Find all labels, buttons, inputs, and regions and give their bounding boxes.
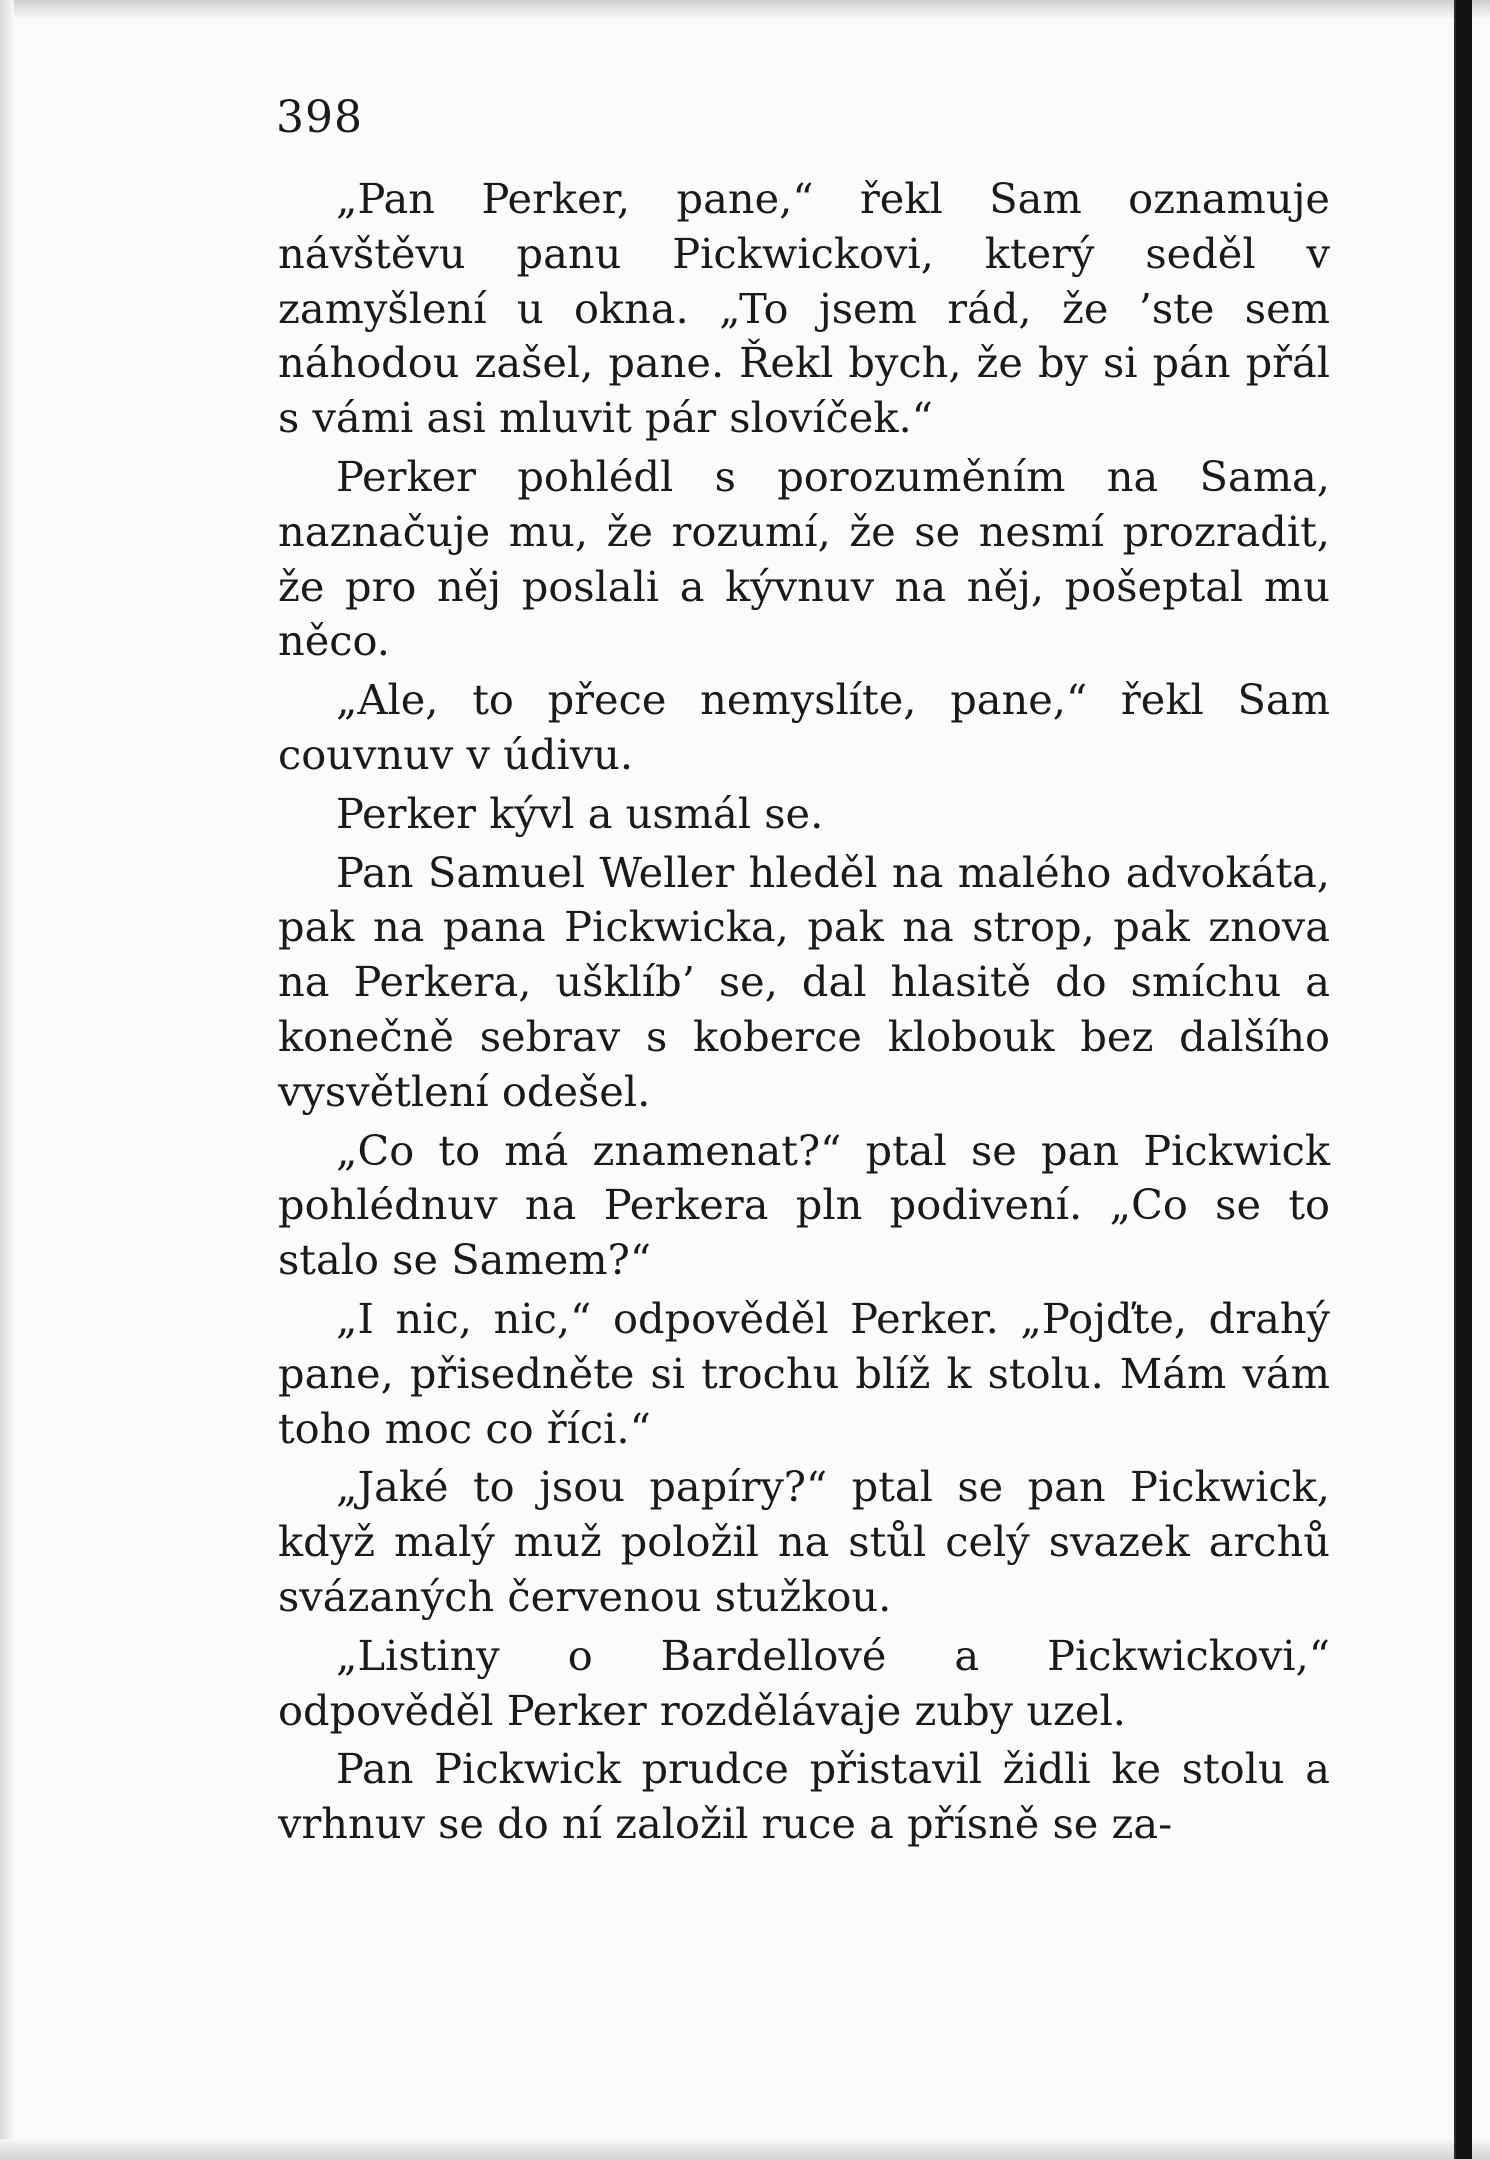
paragraph: Pan Pickwick prudce přistavil židli ke stolu a vrhnuv se do ní založil ruce a přísně se za- [278,1744,1330,1849]
paragraph: „Jaké to jsou papíry?“ ptal se pan Pickwick, když malý muž položil na stůl celý svazek archů svázaných červenou stužkou. [278,1462,1330,1621]
paragraph: Perker pohlédl s porozuměním na Sama, naznačuje mu, že rozumí, že se nesmí prozradit, že pro něj poslali a kývnuv na něj, pošeptal mu něco. [278,451,1330,666]
paragraph: „Pan Perker, pane,“ řekl Sam oznamuje návštěvu panu Pickwickovi, který seděl v zamyšlení u okna. „To jsem rád, že ’ste sem náhodou zašel, pane. Řekl bych, že by si pán přál s vámi asi mluvit pár slovíček.“ [278,174,1330,443]
scan-edge-bottom [0,2139,1490,2159]
scan-edge-top [0,0,1490,18]
scan-edge-left [0,0,14,2159]
paragraph: „Co to má znamenat?“ ptal se pan Pickwick pohlédnuv na Perkera pln podivení. „Co se to stalo se Samem?“ [278,1125,1330,1285]
paragraph: „Listiny o Bardellové a Pickwickovi,“ odpověděl Perker rozdělávaje zuby uzel. [278,1630,1330,1735]
scan-edge-right [1454,0,1472,2159]
paragraph: „I nic, nic,“ odpověděl Perker. „Pojďte, drahý pane, přisedněte si trochu blíž k stolu. Mám vám toho moc co říci.“ [278,1293,1330,1453]
body-text [278,172,1330,1856]
paragraph: Perker kývl a usmál se. [336,788,824,838]
page-number: 398 [276,92,363,143]
paragraph: Pan Samuel Weller hleděl na malého advokáta, pak na pana Pickwicka, pak na strop, pak znova na Perkera, ušklíb’ se, dal hlasitě do smíchu a konečně sebrav s koberce klobouk bez dalšího vysvětlení odešel. [278,847,1330,1116]
paragraph: „Ale, to přece nemyslíte, pane,“ řekl Sam couvnuv v údivu. [278,675,1330,779]
